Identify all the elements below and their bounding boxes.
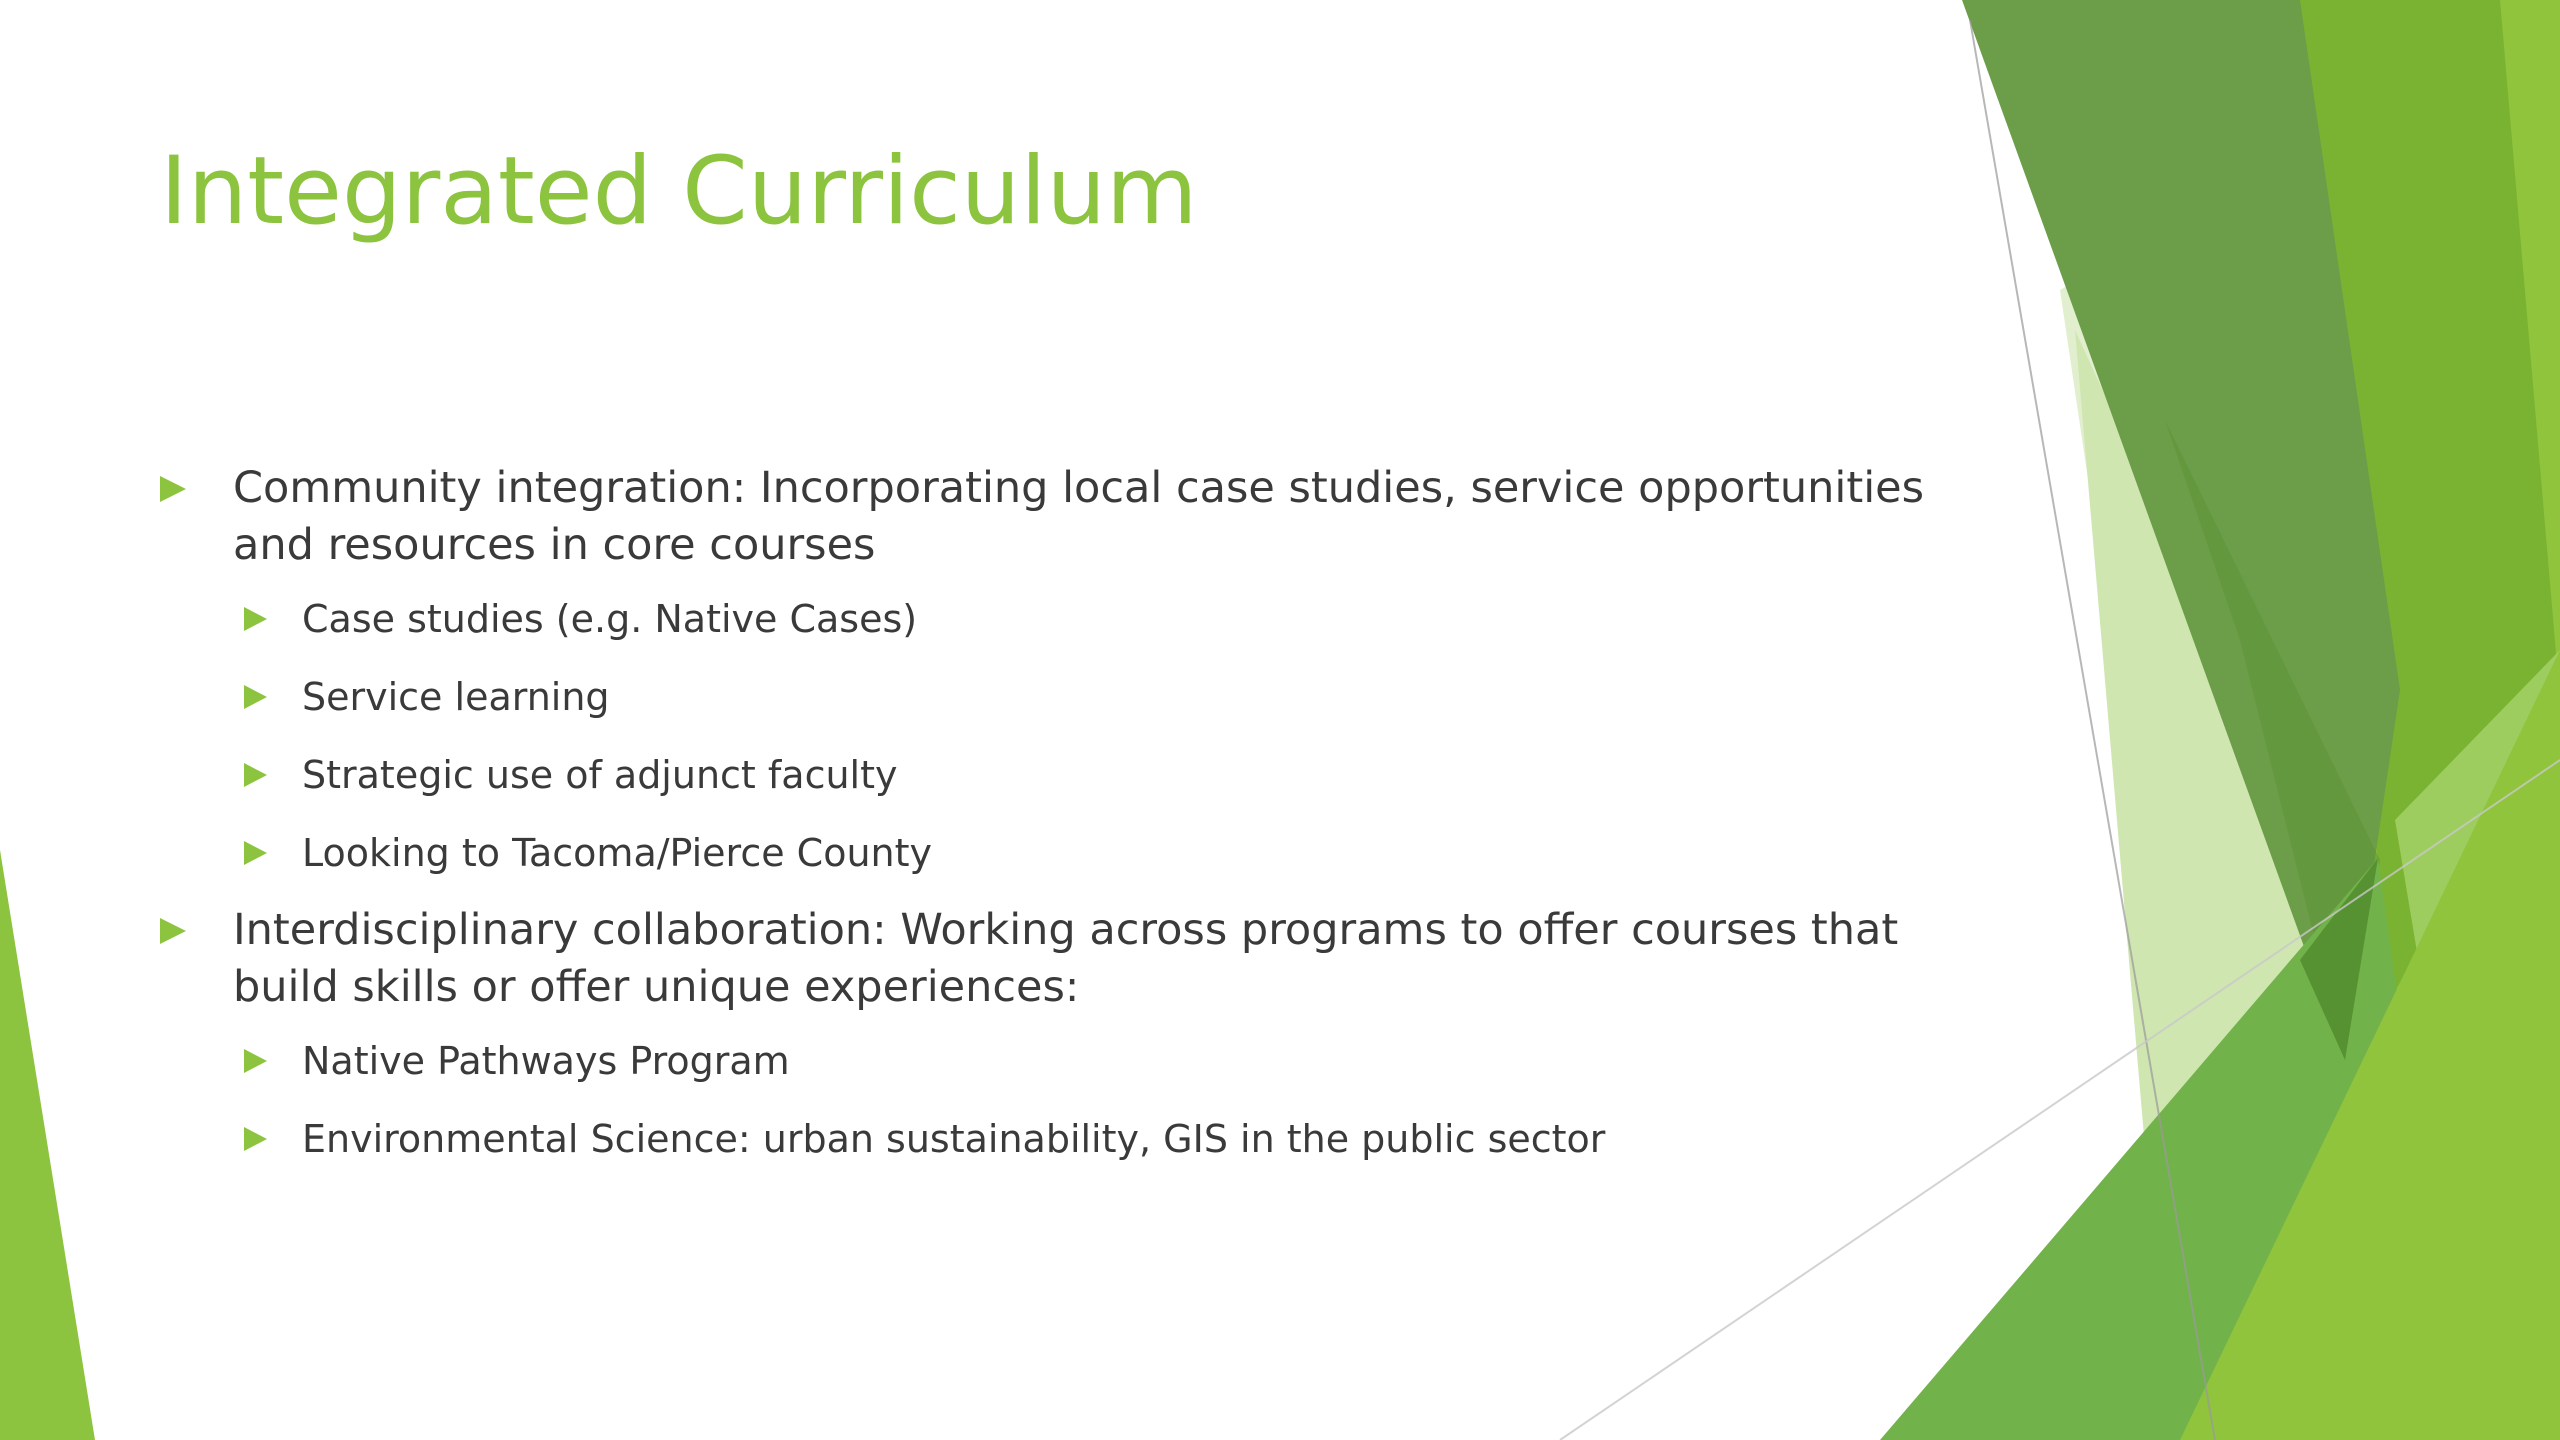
sublist-community — [160, 592, 1960, 880]
subbullet-item — [244, 592, 1960, 646]
sublist-interdisciplinary — [160, 1034, 1960, 1166]
bullet-text: Interdisciplinary collaboration: Working across programs to offer courses that build skills or offer unique experiences: — [233, 905, 1899, 1012]
subbullet-text: Case studies (e.g. Native Cases) — [302, 597, 918, 641]
slide-content — [160, 460, 1960, 1188]
triangle-right-icon — [244, 841, 267, 865]
triangle-right-icon — [244, 763, 267, 787]
bullet-interdisciplinary-collaboration — [160, 902, 1960, 1016]
subbullet-item — [244, 670, 1960, 724]
subbullet-text: Native Pathways Program — [302, 1039, 790, 1083]
left-edge-shape — [0, 850, 95, 1440]
subbullet-item — [244, 1034, 1960, 1088]
triangle-right-icon — [244, 1049, 267, 1073]
triangle-right-icon — [244, 1127, 267, 1151]
triangle-right-icon — [160, 476, 186, 502]
subbullet-text: Environmental Science: urban sustainability, GIS in the public sector — [302, 1117, 1606, 1161]
slide-title: Integrated Curriculum — [160, 137, 1198, 246]
subbullet-text: Strategic use of adjunct faculty — [302, 753, 898, 797]
bullet-community-integration — [160, 460, 1960, 574]
subbullet-text: Service learning — [302, 675, 610, 719]
subbullet-item — [244, 1112, 1960, 1166]
triangle-right-icon — [244, 607, 267, 631]
triangle-right-icon — [160, 918, 186, 944]
subbullet-item — [244, 748, 1960, 802]
triangle-right-icon — [244, 685, 267, 709]
bullet-text: Community integration: Incorporating local case studies, service opportunities and resources in core courses — [233, 463, 1925, 570]
subbullet-text: Looking to Tacoma/Pierce County — [302, 831, 933, 875]
subbullet-item — [244, 826, 1960, 880]
